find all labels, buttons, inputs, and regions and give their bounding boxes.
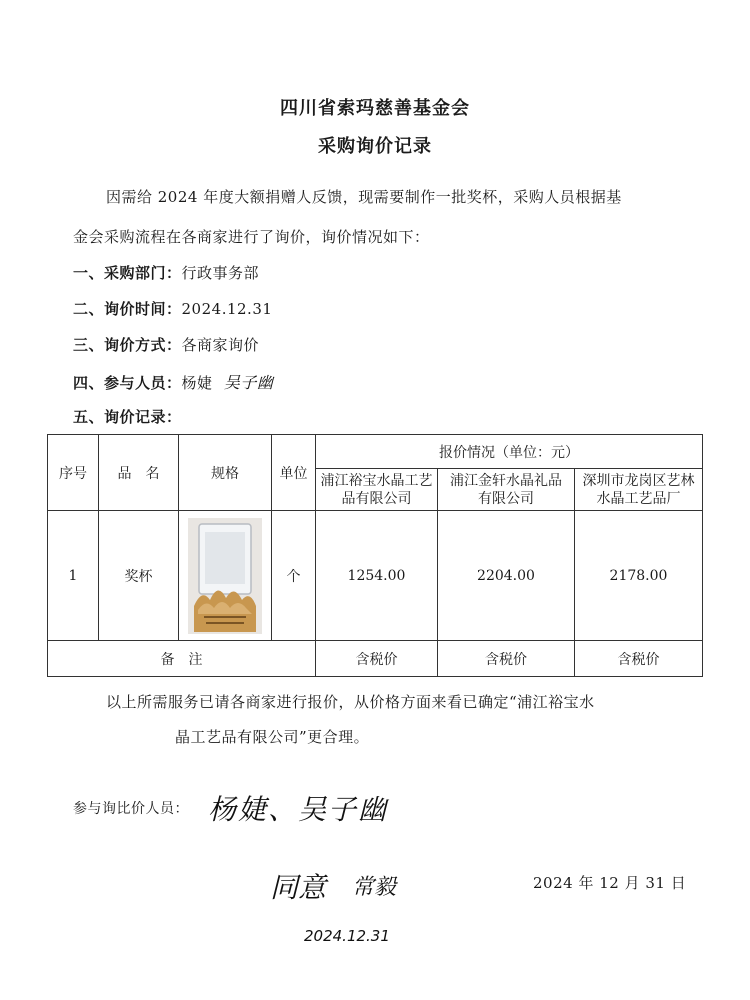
document-title: 采购询价记录 (318, 136, 432, 157)
quote-table (47, 434, 703, 677)
conclusion-line-1: 以上所需服务已请各商家进行报价，从价格方面来看已确定“浦江裕宝水 (106, 693, 595, 711)
time-row (73, 298, 272, 319)
record-row (73, 406, 182, 427)
people-row (73, 370, 273, 393)
conclusion-line-2: 晶工艺品有限公司”更合理。 (175, 728, 370, 746)
remark-vendor-1: 含税价 (316, 641, 438, 677)
row-unit: 个 (272, 511, 316, 641)
approver-signature: 常毅 (352, 875, 397, 900)
handwritten-date: 2024.12.31 (304, 927, 390, 945)
header-name: 品 名 (99, 435, 179, 511)
participants-label: 参与询比价人员： (73, 801, 189, 817)
trophy-image (188, 518, 262, 634)
remark-label: 备 注 (48, 641, 316, 677)
dept-label: 一、采购部门： (73, 264, 182, 282)
price-vendor-2: 2204.00 (438, 511, 575, 641)
vendor-2: 浦江金轩水晶礼品有限公司 (438, 469, 575, 511)
row-name: 奖杯 (99, 511, 179, 641)
dept-row (73, 262, 259, 283)
document-date: 2024 年 12 月 31 日 (533, 874, 687, 892)
price-vendor-3: 2178.00 (575, 511, 703, 641)
participants-signature: 杨婕、吴子幽 (208, 793, 389, 826)
people-value: 杨婕 (181, 374, 213, 392)
people-label: 四、参与人员： (73, 374, 182, 392)
time-label: 二、询价时间： (73, 300, 182, 318)
vendor-3: 深圳市龙岗区艺林水晶工艺品厂 (575, 469, 703, 511)
org-title: 四川省索玛慈善基金会 (280, 98, 470, 119)
approval-signature: 同意 (270, 871, 327, 904)
intro-line-2: 金会采购流程在各商家进行了询价，询价情况如下： (73, 228, 430, 246)
remark-vendor-2: 含税价 (438, 641, 575, 677)
method-row (73, 334, 259, 355)
header-quote: 报价情况（单位：元） (316, 435, 703, 469)
row-no: 1 (48, 511, 99, 641)
price-vendor-1: 1254.00 (316, 511, 438, 641)
vendor-1: 浦江裕宝水晶工艺品有限公司 (316, 469, 438, 511)
header-unit: 单位 (272, 435, 316, 511)
people-signature: 吴子幽 (223, 373, 274, 392)
remark-vendor-3: 含税价 (575, 641, 703, 677)
header-spec: 规格 (179, 435, 272, 511)
row-spec (179, 511, 272, 641)
method-label: 三、询价方式： (73, 336, 182, 354)
time-value: 2024.12.31 (181, 300, 273, 318)
header-no: 序号 (48, 435, 99, 511)
dept-value: 行政事务部 (181, 264, 260, 282)
intro-line-1: 因需给 2024 年度大额捐赠人反馈，现需要制作一批奖杯，采购人员根据基 (106, 188, 622, 206)
record-label: 五、询价记录： (73, 408, 182, 426)
method-value: 各商家询价 (181, 336, 260, 354)
